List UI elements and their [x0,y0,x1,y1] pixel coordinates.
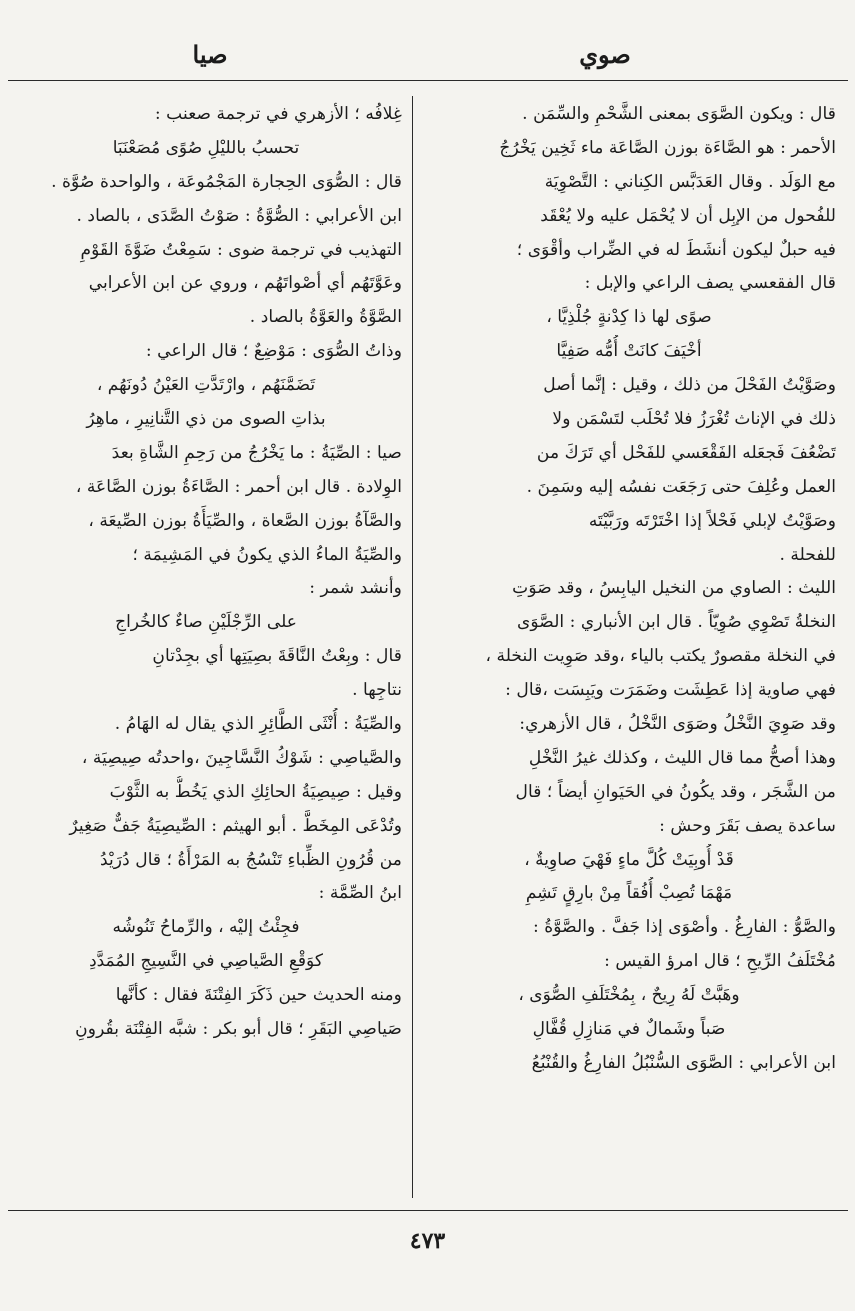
left-text-column [10,98,402,1203]
text-line: الوِلادة . قال ابن أحمر : الصَّاءَةُ بوزن الصَّاعَة ، [75,476,402,497]
right-column-headword: صوي [579,40,631,69]
text-line: وقيل : صِيصِيَةُ الحائِكِ الذي يَخُطُّ به الثَّوْبَ [109,781,402,802]
verse-line: بذاتِ الصوى من ذي التَّنانِيرِ ، ماهِرُ [86,409,326,430]
text-line: الليث : الصاوي من النخيل اليابِسُ ، وقد صَوَتِ [512,578,836,599]
text-line: والصَّوُّ : الفارِغُ . وأصْوَى إذا جَفَّ . والصَّوَّةُ : [533,917,836,938]
top-rule [8,80,848,81]
text-line: والصَّياصِي : شَوْكُ النَّسَّاجِينَ ،واحدتُه صِيصِيَة ، [81,747,402,768]
text-line: ابن الأعرابي : الصَّوَى السُّنْبُلُ الفارِغُ والقُنْبُعُ [531,1052,836,1073]
text-line: في النخلة مقصورٌ يكتب بالياء ،وقد صَوِيت النخلة ، [485,646,836,667]
bottom-rule [8,1210,848,1211]
text-line: مُخْتَلَفُ الرِّيحِ ؛ قال امرؤ القيس : [604,951,836,972]
text-line: قال : الصُّوَى الحِجارة المَجْمُوعَة ، والواحدة صُوَّة . [51,171,402,192]
text-line: النخلةُ تَصْوِي صُوِيّاً . قال ابن الأنباري : الصَّوَى [516,612,836,633]
verse-line: على الرِّجْلَيْنِ صاءٌ كالخُراجِ [115,612,297,633]
text-line: والصَّآةُ بوزن الصَّعاة ، والصِّيَأَةُ بوزن الصِّيعَة ، [88,510,402,531]
text-line: من الشَّجَر ، وقد يكُونُ في الحَيَوانِ أيضاً ؛ قال [515,781,836,802]
text-line: قال : ويكون الصَّوَى بمعنى الشَّحْمِ والسِّمَن . [522,104,836,124]
text-line: فيه حبلٌ ليكون أنشَطَ له في الضِّراب وأقْوَى ؛ [516,239,836,260]
text-line: وذاتُ الصُّوَى : مَوْضِعٌ ؛ قال الراعي : [145,341,402,362]
verse-line: تَضَمَّنَهُم ، وارْتَدَّتِ العَيْنُ دُونَهُم ، [96,375,316,396]
text-line: غِلافُه ؛ الأزهري في ترجمة صعنب : [154,104,402,124]
text-line: وصَوَّيْتُ لإبلي فَحْلاً إذا اخْتَرْتَه ورَبَّيْتَه [588,510,836,531]
text-line: ابنُ الصِّمَّة : [318,883,402,904]
text-line: من قُرُونِ الظِّباءِ تَنْسُجُ به المَرْأَةُ ؛ قال دُرَيْدُ [99,849,402,870]
text-line: ومنه الحديث حين ذَكَرَ الفِتْنَةَ فقال : كأنَّها [115,985,402,1006]
left-column-headword: صيا [192,40,228,69]
text-line: تَضْعُفَ فَجعَله الفَقْعَسي للفَحْل أي تَرَكَ من [536,442,836,463]
text-line: ذلك في الإناث تُغْرَزُ فلا تُحْلَب لتَسْمَن ولا [552,409,836,430]
verse-line: تحسبُ بالليْلِ صُوًى مُصَعْنَبَا [112,137,300,158]
text-line: وصَوَّيْتُ الفَحْلَ من ذلك ، وقيل : إنَّما أصل [543,375,836,396]
verse-line: أخْيَفَ كانَتْ أُمُّه صَفِيَّا [556,341,702,362]
verse-line: صَباً وشَمالٌ في مَنازِلِ قُفَّالِ [532,1019,726,1040]
text-line: العمل وعُلِفَ حتى رَجَعَت نفسُه إليه وسَمِنَ . [526,476,836,497]
text-line: مع الوَلَد . وقال العَدَبَّس الكِناني : التَّصْوِيَة [544,171,836,192]
text-line: وهذا أصحُّ مما قال الليث ، وكذلك غيرُ النَّخْلِ [528,747,836,768]
text-line: الصَّوَّةُ والعَوَّةُ بالصاد . [249,307,402,328]
text-line: وأنشد شمر : [309,578,402,599]
text-line: ابن الأعرابي : الصُّوَّةُ : صَوْتُ الصَّدَى ، بالصاد . [76,205,402,226]
text-line: والصِّيَةُ الماءُ الذي يكونُ في المَشِيمَة ؛ [132,544,402,565]
text-line: للفحلة . [779,544,836,565]
text-line: وتُدْعَى المِخَطَّ . أبو الهيثم : الصِّيصِيَةُ جَفٌّ صَغِيرٌ [69,815,402,836]
text-line: وقد صَوِيَ النَّخْلُ وصَوَى النَّخْلُ ، قال الأزهري: [519,714,836,735]
verse-line: وهَبَّتْ لَهُ رِيحٌ ، بِمُخْتَلَفِ الصُّوَى ، [518,985,740,1006]
text-line: صيا : الصِّيَةُ : ما يَخْرُجُ من رَحِمِ الشَّاةِ بعدَ [111,442,402,463]
text-line: للفُحول من الإبِل أن لا يُحْمَل عليه ولا يُعْقَد [540,205,836,226]
text-line: فهي صاوية إذا عَطِشَت وضَمَرَت ويَبِسَت ،قال : [505,680,836,701]
text-line: التهذيب في ترجمة ضوى : سَمِعْتُ ضَوَّةَ القَوْمِ [80,239,402,260]
verse-line: كوَقْعِ الصَّياصِي في النَّسِيجِ المُمَدَّدِ [89,951,323,972]
verse-line: فجِئْتُ إليْه ، والرِّماحُ تَنُوشُه [112,917,300,938]
right-text-column [422,98,836,1203]
text-line: الأحمر : هو الصَّاءَة بوزن الصَّاعَة ماء ثَخِين يَخْرُجُ [499,137,836,158]
column-divider [412,96,413,1198]
text-line: قال الفقعسي يصف الراعي والإبل : [584,273,836,294]
page-number: ٤٧٣ [409,1228,446,1254]
verse-line: صوًى لها ذا كِدْنةٍ جُلْذِيَّا ، [546,307,712,328]
text-line: نتاجِها . [352,680,402,701]
verse-line: قَدْ أُوبِيَتْ كُلَّ ماءٍ فَهْيَ صاوِيةٌ ، [524,849,734,870]
text-line: صَياصِي البَقَرِ ؛ قال أبو بكر : شبَّه الفِتْنَة بقُرونِ [75,1019,402,1040]
text-line: ساعدة يصف بَقَرَ وحش : [659,815,836,836]
verse-line: مَهْمَا تُصِبْ أُفُقاً مِنْ بارِقٍ تَشِمِ [525,883,733,904]
text-line: وعَوَّتَهُم أي أصْواتَهُم ، وروي عن ابن الأعرابي [88,273,402,294]
text-line: والصِّيَةُ : أُنْثَى الطَّائِرِ الذي يقال له الهَامُ . [114,714,402,735]
text-line: قال : وبِعْتُ النَّاقَةَ بصِيَتِها أي بجِدْتانِ [152,646,402,667]
